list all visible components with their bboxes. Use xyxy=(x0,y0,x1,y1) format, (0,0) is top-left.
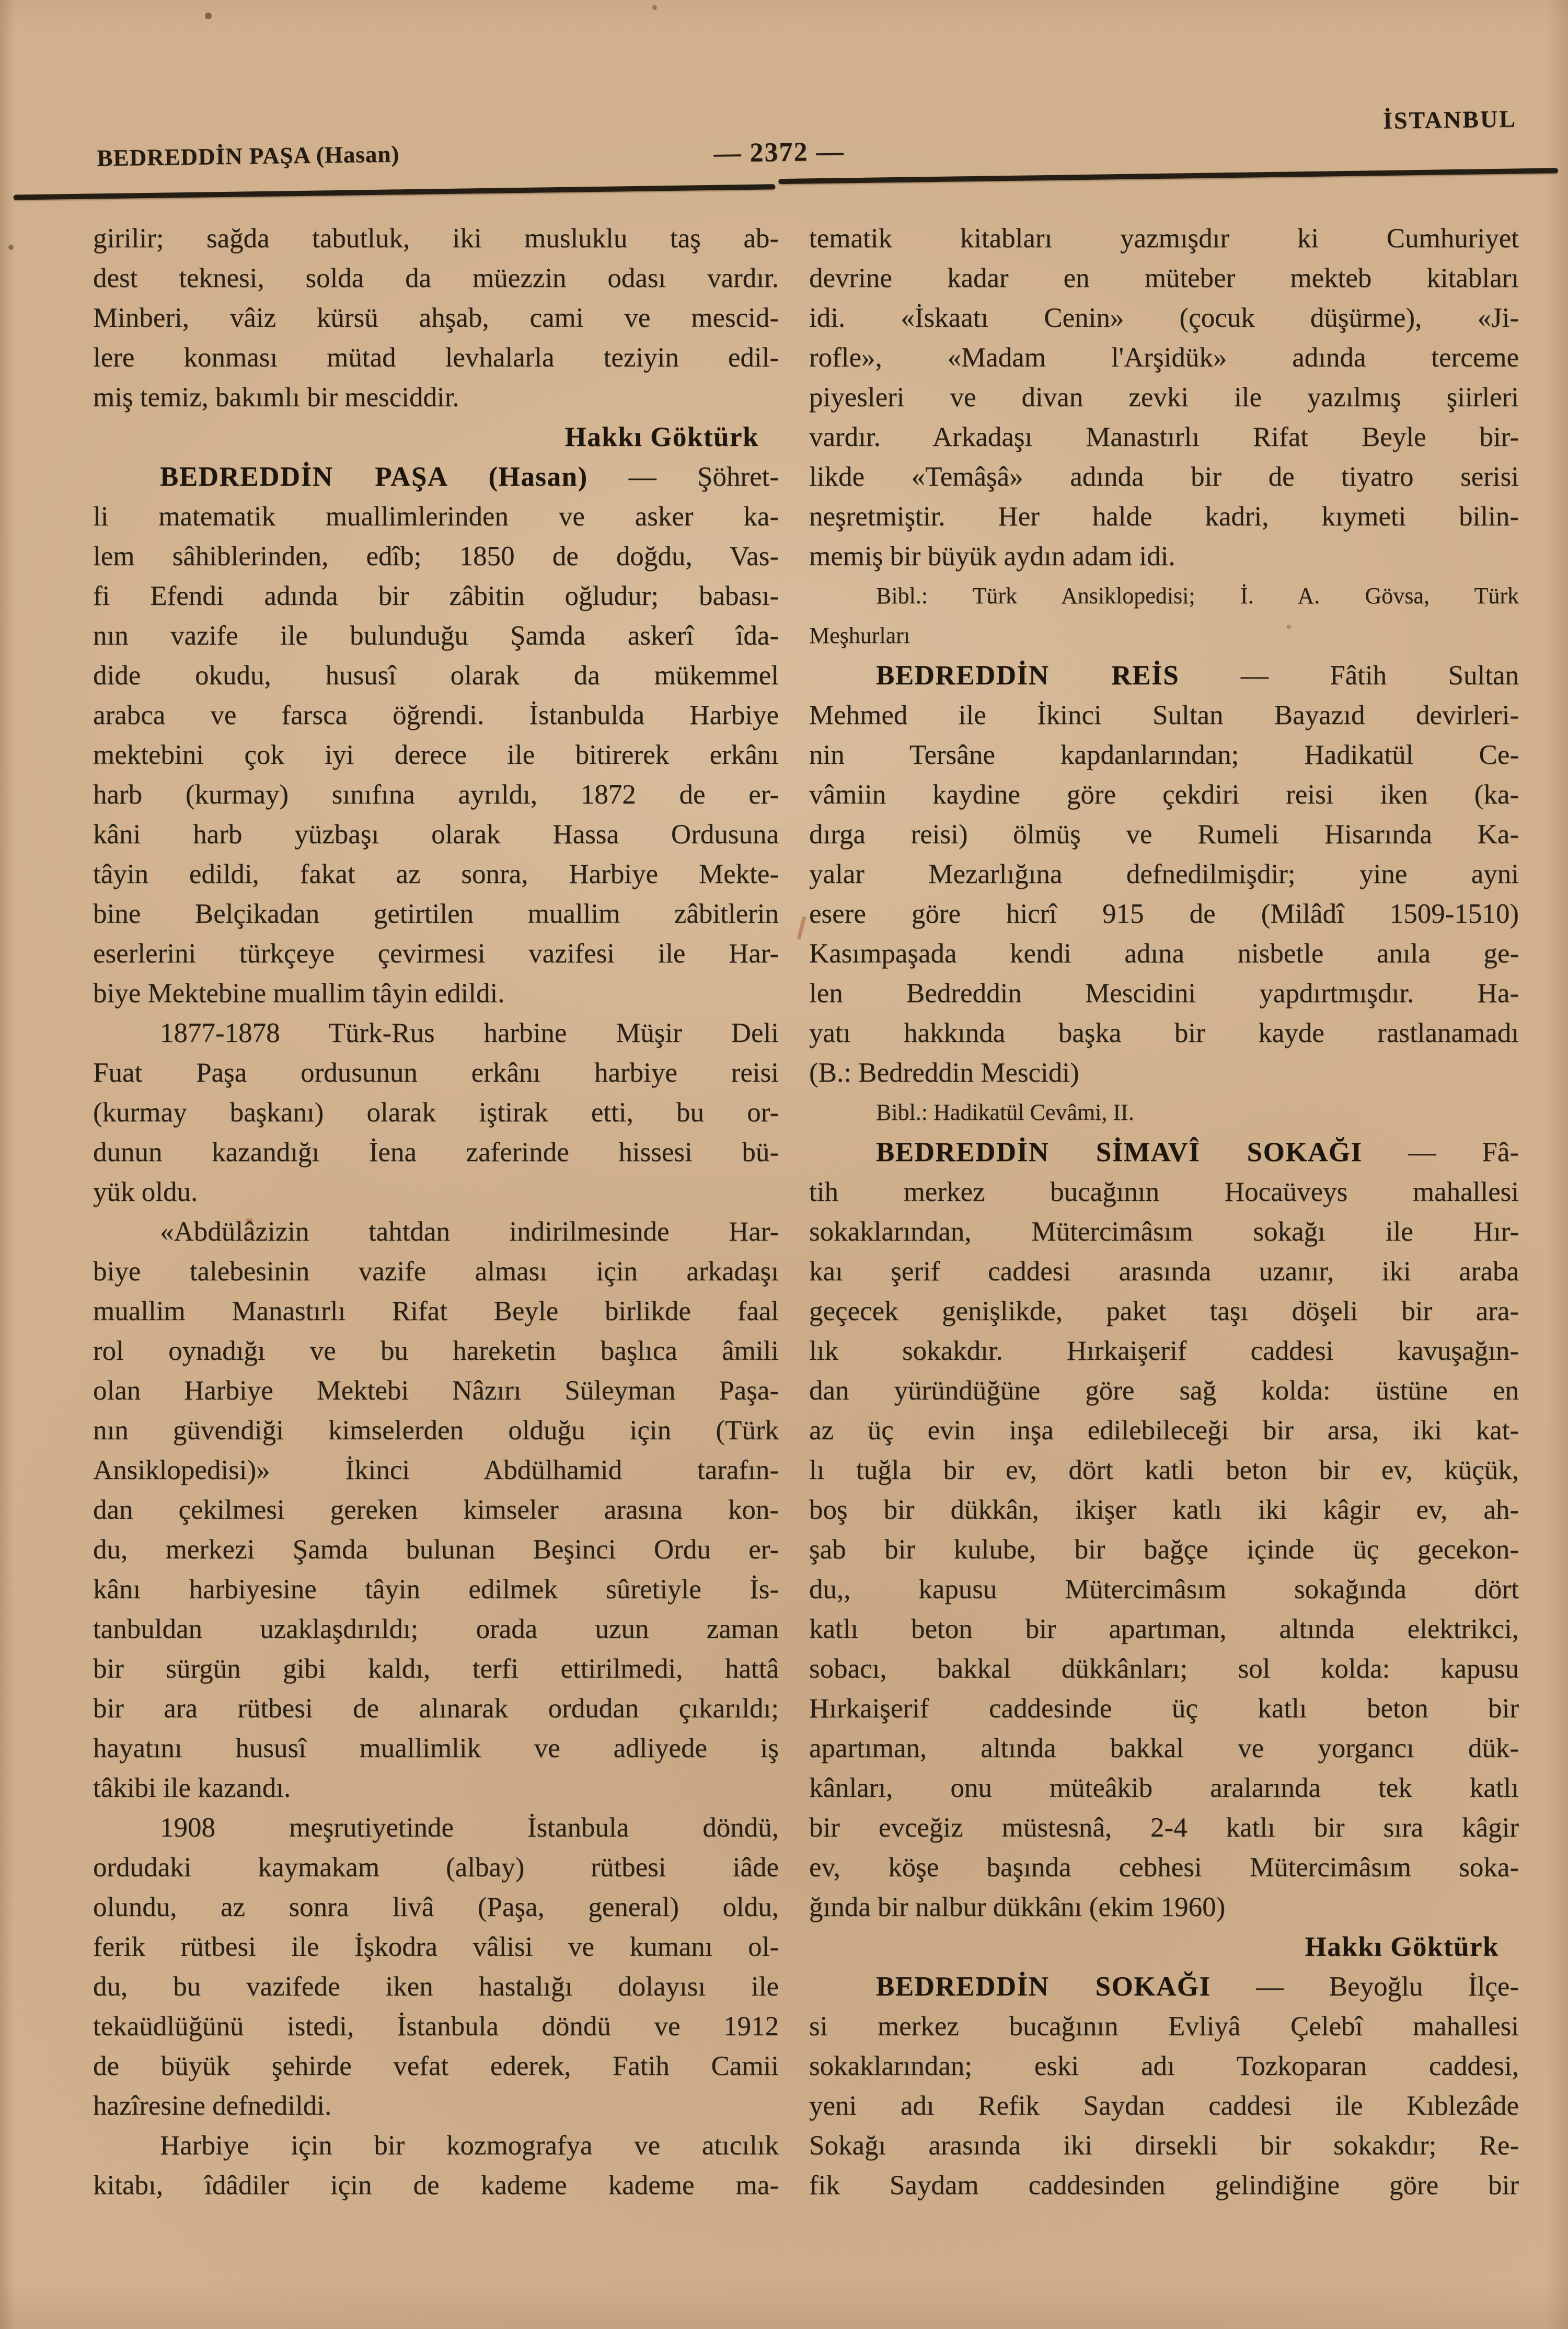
text-line: tekaüdlüğünü istedi, İstanbula döndü ve 1912 xyxy=(93,2011,779,2041)
text-line: vâmiin kaydine göre çekdiri reisi iken (ka- xyxy=(809,779,1519,810)
text-line: olundu, az sonra livâ (Paşa, general) oldu, xyxy=(93,1892,779,1922)
text-line: nın güvendiği kimselerden olduğu için (Türk xyxy=(93,1415,779,1445)
text-line: 1877-1878 Türk-Rus harbine Müşir Deli xyxy=(160,1018,779,1048)
text-line: neşretmiştir. Her halde kadri, kıymeti bilin- xyxy=(809,501,1519,532)
text-line: kaı şerif caddesi arasında uzanır, iki araba xyxy=(809,1256,1519,1287)
text-line: dest teknesi, solda da müezzin odası vardır. xyxy=(93,263,779,293)
text-line: bine Belçikadan getirtilen muallim zâbitlerin xyxy=(93,899,779,929)
text-line: şab bir kulube, bir bağçe içinde üç gecekon- xyxy=(809,1534,1519,1565)
text-column-left xyxy=(93,219,779,2205)
text-line: katlı beton bir apartıman, altında elektrikci, xyxy=(809,1614,1519,1644)
text-line: piyesleri ve divan zevki ile yazılmış şiirleri xyxy=(809,382,1519,412)
text-line: biye talebesinin vazife alması için arkadaşı xyxy=(93,1256,779,1287)
text-line: len Bedreddin Mescidini yapdırtmışdır. Ha- xyxy=(809,978,1519,1008)
text-line: sobacı, bakkal dükkânları; sol kolda: kapusu xyxy=(809,1654,1519,1684)
text-line: 1908 meşrutiyetinde İstanbula döndü, xyxy=(160,1812,779,1843)
text-line: kânı harbiyesine tâyin edilmek sûretiyle İs- xyxy=(93,1574,779,1604)
entry-heading-line xyxy=(809,1927,1519,1967)
text-line: lem sâhiblerinden, edîb; 1850 de doğdu, Vas- xyxy=(93,541,779,571)
text-line: az üç evin inşa edilebileceği bir arsa, iki kat- xyxy=(809,1415,1519,1445)
text-line: kitabı, îdâdiler için de kademe kademe ma- xyxy=(93,2170,779,2200)
text-line: Hırkaişerif caddesinde üç katlı beton bir xyxy=(809,1693,1519,1724)
text-line: nin Tersâne kapdanlarından; Hadikatül Ce- xyxy=(809,740,1519,770)
entry-heading-line: BEDREDDİN PAŞA (Hasan) — Şöhret- xyxy=(160,462,779,492)
text-line: sokaklarından, Mütercimâsım sokağı ile Hır- xyxy=(809,1217,1519,1247)
entry-title-bold: BEDREDDİN PAŞA (Hasan) xyxy=(160,462,588,492)
text-line: du, merkezi Şamda bulunan Beşinci Ordu er- xyxy=(93,1534,779,1565)
text-line: yalar Mezarlığına defnedilmişdir; yine ayni xyxy=(809,859,1519,889)
text-line: bir ara rütbesi de alınarak ordudan çıkarıldı; xyxy=(93,1693,779,1724)
text-line: Sokağı arasında iki dirsekli bir sokakdır; Re- xyxy=(809,2130,1519,2161)
text-line: Harbiye için bir kozmografya ve atıcılık xyxy=(160,2130,779,2161)
text-line: hazîresine defnedildi. xyxy=(93,2091,332,2121)
entry-heading-line: BEDREDDİN SOKAĞI — Beyoğlu İlçe- xyxy=(876,1971,1519,2002)
text-line: miş temiz, bakımlı bir mesciddir. xyxy=(93,382,459,412)
text-line: de büyük şehirde vefat ederek, Fatih Camii xyxy=(93,2051,779,2081)
text-line: Meşhurları xyxy=(809,623,910,648)
text-line: lere konması mütad levhalarla teziyin edil- xyxy=(93,342,779,373)
text-line: devrine kadar en müteber mekteb kitabları xyxy=(809,263,1519,293)
text-line: nın vazife ile bulunduğu Şamda askerî îda- xyxy=(93,621,779,651)
text-line: biye Mektebine muallim tâyin edildi. xyxy=(93,978,505,1008)
text-line: lık sokakdır. Hırkaişerif caddesi kavuşağın- xyxy=(809,1336,1519,1366)
text-line: girilir; sağda tabutluk, iki musluklu taş ab- xyxy=(93,223,779,254)
text-column-right xyxy=(809,219,1519,2205)
text-line: yeni adı Refik Saydan caddesi ile Kıblezâde xyxy=(809,2091,1519,2121)
text-line: vardır. Arkadaşı Manastırlı Rifat Beyle bir- xyxy=(809,422,1519,452)
text-line: muallim Manastırlı Rifat Beyle birlikde faal xyxy=(93,1296,779,1326)
page-header xyxy=(0,0,1568,231)
header-volume-title: İSTANBUL xyxy=(1382,105,1517,134)
text-line: tâyin edildi, fakat az sonra, Harbiye Mekte- xyxy=(93,859,779,889)
text-line: du, bu vazifede iken hastalığı dolayısı ile xyxy=(93,1971,779,2002)
text-line: yatı hakkında başka bir kayde rastlanamadı xyxy=(809,1018,1519,1048)
text-line: rol oynadığı ve bu hareketin başlıca âmili xyxy=(93,1336,779,1366)
text-line: dide okudu, hususî olarak da mükemmel xyxy=(93,660,779,691)
text-line: Bibl.: Türk Ansiklopedisi; İ. A. Gövsa, Türk xyxy=(876,583,1519,609)
text-line: Ansiklopedisi)» İkinci Abdülhamid tarafın- xyxy=(93,1455,779,1485)
paper-speck xyxy=(8,245,14,250)
text-line: du,, kapusu Mütercimâsım sokağında dört xyxy=(809,1574,1519,1604)
header-rule-right xyxy=(778,168,1558,184)
text-line: boş bir dükkân, ikişer katlı iki kâgir ev, ah- xyxy=(809,1495,1519,1525)
text-line: olan Harbiye Mektebi Nâzırı Süleyman Paşa- xyxy=(93,1375,779,1406)
text-line: kânları, onu müteâkib aralarında tek katlı xyxy=(809,1773,1519,1803)
text-line: Fuat Paşa ordusunun erkânı harbiye reisi xyxy=(93,1058,779,1088)
text-line: dan çekilmesi gereken kimseler arasına kon- xyxy=(93,1495,779,1525)
text-line: Bibl.: Hadikatül Cevâmi, II. xyxy=(876,1099,1134,1125)
text-line: memiş bir büyük aydın adam idi. xyxy=(809,541,1175,571)
text-line: tâkibi ile kazandı. xyxy=(93,1773,291,1803)
text-line: eserlerini türkçeye çevirmesi vazifesi ile Har- xyxy=(93,938,779,969)
paper-speck xyxy=(205,13,212,19)
text-line: Minberi, vâiz kürsü ahşab, cami ve mescid- xyxy=(93,303,779,333)
text-line: «Abdülâzizin tahtdan indirilmesinde Har- xyxy=(160,1217,779,1247)
text-line: dırga reisi) ölmüş ve Rumeli Hisarında Ka- xyxy=(809,819,1519,850)
text-line: Mehmed ile İkinci Sultan Bayazıd devirleri- xyxy=(809,700,1519,730)
text-line: harb (kurmay) sınıfına ayrıldı, 1872 de er- xyxy=(93,779,779,810)
text-line: Kasımpaşada kendi adına nisbetle anıla ge- xyxy=(809,938,1519,969)
entry-title-bold: BEDREDDİN REİS xyxy=(876,660,1180,691)
text-line: bir sürgün gibi kaldı, terfi ettirilmedi, hattâ xyxy=(93,1654,779,1684)
text-line: (kurmay başkanı) olarak iştirak etti, bu or- xyxy=(93,1097,779,1128)
text-line: mektebini çok iyi derece ile bitirerek erkânı xyxy=(93,740,779,770)
text-line: arabca ve farsca öğrendi. İstanbulda Harbiye xyxy=(93,700,779,730)
text-line: ferik rütbesi ile İşkodra vâlisi ve kumanı ol- xyxy=(93,1932,779,1962)
text-line: tih merkez bucağının Hocaüveys mahallesi xyxy=(809,1177,1519,1207)
text-line: likde «Temâşâ» adında bir de tiyatro serisi xyxy=(809,462,1519,492)
header-page-number: — 2372 — xyxy=(713,136,845,168)
header-rule-left xyxy=(14,184,776,200)
entry-title-bold: Hakkı Göktürk xyxy=(1305,1932,1499,1962)
text-line: esere göre hicrî 915 de (Milâdî 1509-1510) xyxy=(809,899,1519,929)
entry-title-bold: BEDREDDİN SİMAVÎ SOKAĞI xyxy=(876,1137,1363,1167)
text-line: dan yüründüğüne göre sağ kolda: üstüne en xyxy=(809,1375,1519,1406)
entry-heading-line: BEDREDDİN SİMAVÎ SOKAĞI — Fâ- xyxy=(876,1137,1519,1167)
text-line: tematik kitabları yazmışdır ki Cumhuriyet xyxy=(809,223,1519,254)
text-line: apartıman, altında bakkal ve yorgancı dük- xyxy=(809,1733,1519,1763)
text-line: rofle», «Madam l'Arşidük» adında terceme xyxy=(809,342,1519,373)
entry-title-bold: BEDREDDİN SOKAĞI xyxy=(876,1971,1211,2002)
text-line: fi Efendi adında bir zâbitin oğludur; babası- xyxy=(93,581,779,611)
text-line: idi. «İskaatı Cenin» (çocuk düşürme), «Ji- xyxy=(809,303,1519,333)
entry-heading-line xyxy=(93,417,779,457)
text-line: si merkez bucağının Evliyâ Çelebî mahallesi xyxy=(809,2011,1519,2041)
text-line: hayatını hususî muallimlik ve adliyede iş xyxy=(93,1733,779,1763)
text-line: kâni harb yüzbaşı olarak Hassa Ordusuna xyxy=(93,819,779,850)
text-line: fik Saydam caddesinden gelindiğine göre bir xyxy=(809,2170,1519,2200)
text-line: ordudaki kaymakam (albay) rütbesi iâde xyxy=(93,1852,779,1883)
text-line: bir evceğiz müstesnâ, 2-4 katlı bir sıra kâgir xyxy=(809,1812,1519,1843)
text-line: ğında bir nalbur dükkânı (ekim 1960) xyxy=(809,1892,1226,1922)
text-line: lı tuğla bir ev, dört katli beton bir ev, küçük, xyxy=(809,1455,1519,1485)
entry-title-bold: Hakkı Göktürk xyxy=(564,422,759,452)
text-line: geçecek genişlikde, paket taşı döşeli bir ara- xyxy=(809,1296,1519,1326)
entry-heading-line: BEDREDDİN REİS — Fâtih Sultan xyxy=(876,660,1519,691)
paper-speck xyxy=(1287,625,1291,629)
text-line: dunun kazandığı İena zaferinde hissesi bü- xyxy=(93,1137,779,1167)
paper-speck xyxy=(652,5,657,10)
header-entry-title: BEDREDDİN PAŞA (Hasan) xyxy=(97,141,400,171)
text-line: yük oldu. xyxy=(93,1177,198,1207)
text-line: tanbuldan uzaklaşdırıldı; orada uzun zaman xyxy=(93,1614,779,1644)
paper-stain-mark xyxy=(797,916,806,940)
text-line: sokaklarından; eski adı Tozkoparan caddesi, xyxy=(809,2051,1519,2081)
text-line: (B.: Bedreddin Mescidi) xyxy=(809,1058,1079,1088)
text-line: ev, köşe başında cebhesi Mütercimâsım soka- xyxy=(809,1852,1519,1883)
text-line: li matematik muallimlerinden ve asker ka- xyxy=(93,501,779,532)
paper-stain-mark xyxy=(246,1218,253,1223)
